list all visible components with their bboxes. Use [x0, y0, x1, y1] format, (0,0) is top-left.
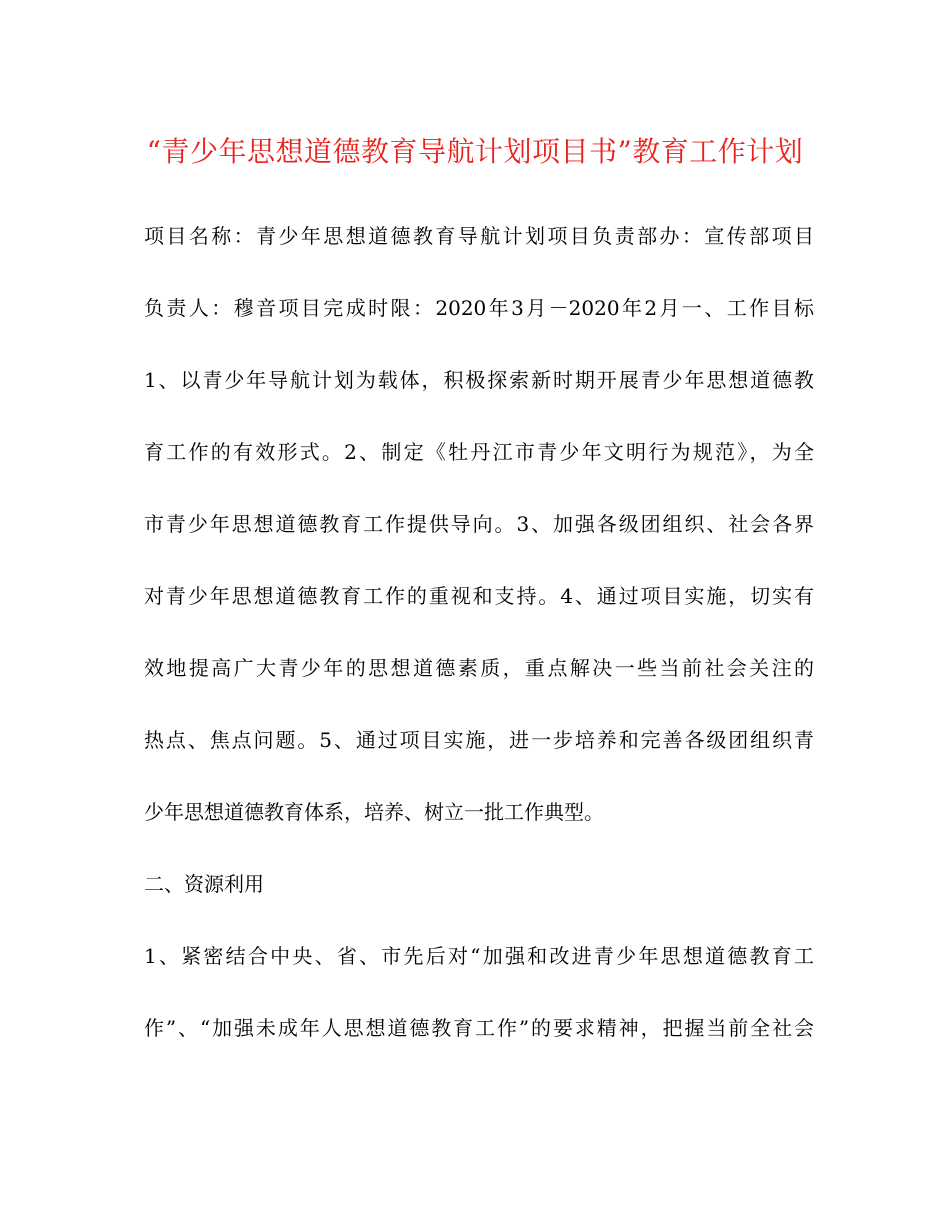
body-line: 项目名称：青少年思想道德教育导航计划项目负责部办：宣传部项目 — [144, 224, 814, 248]
body-line: 效地提高广大青少年的思想道德素质，重点解决一些当前社会关注的 — [144, 656, 814, 680]
section-heading: 二、资源利用 — [144, 872, 264, 896]
body-line: 1、以青少年导航计划为载体，积极探索新时期开展青少年思想道德教 — [144, 368, 814, 392]
body-line: 少年思想道德教育体系，培养、树立一批工作典型。 — [144, 800, 604, 824]
body-line: 作”、“加强未成年人思想道德教育工作”的要求精神，把握当前全社会 — [144, 1016, 814, 1040]
body-line: 负责人：穆音项目完成时限：2020年3月－2020年2月一、工作目标 — [144, 296, 814, 320]
body-line: 市青少年思想道德教育工作提供导向。3、加强各级团组织、社会各界 — [144, 512, 814, 536]
body-line: 热点、焦点问题。5、通过项目实施，进一步培养和完善各级团组织青 — [144, 728, 814, 752]
body-line: 对青少年思想道德教育工作的重视和支持。4、通过项目实施，切实有 — [144, 584, 814, 608]
body-line: 1、紧密结合中央、省、市先后对“加强和改进青少年思想道德教育工 — [144, 944, 814, 968]
body-line: 育工作的有效形式。2、制定《牡丹江市青少年文明行为规范》，为全 — [144, 440, 814, 464]
document-title: “青少年思想道德教育导航计划项目书”教育工作计划 — [146, 135, 804, 168]
